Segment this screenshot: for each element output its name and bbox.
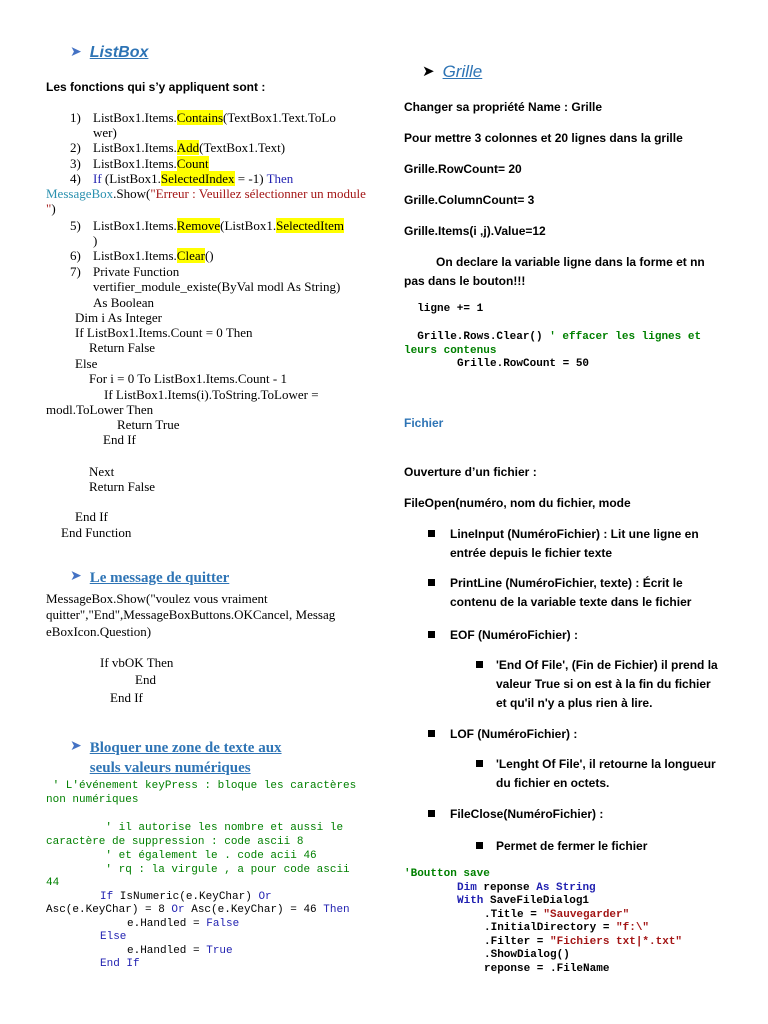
square-bullet-icon — [428, 579, 435, 586]
list-item-text: ListBox1.Items.Contains(TextBox1.Text.ToLo wer) — [93, 110, 336, 141]
grille-text: Grille.ColumnCount= 3 — [404, 193, 535, 207]
code-comment: 'Boutton save — [404, 868, 490, 880]
square-bullet-icon — [476, 760, 483, 767]
code-line: End — [135, 672, 156, 687]
grille-text: pas dans le bouton!!! — [404, 274, 526, 288]
code-line: Dim reponse As String — [457, 882, 596, 894]
code-line: Return False — [89, 479, 156, 494]
code-line: Grille.RowCount = 50 — [457, 358, 590, 370]
list-item: 2) — [70, 140, 81, 155]
code-line: If vbOK Then — [100, 655, 174, 670]
listbox-heading — [70, 44, 148, 62]
code-line: End If — [100, 958, 140, 970]
code-line: End If — [103, 432, 136, 447]
bloquer-title: Bloquer une zone de texte aux seuls valeurs numériques — [89, 740, 282, 776]
code-line: If ListBox1.Items(i).ToString.ToLower = — [104, 387, 319, 402]
text-line: eBoxIcon.Question) — [46, 624, 152, 639]
square-bullet-icon — [428, 631, 435, 638]
code-line: End If — [110, 690, 143, 705]
code-line: .ShowDialog() — [484, 949, 570, 961]
list-item: 7) — [70, 264, 81, 279]
list-item-text-cont: MessageBox.Show("Erreur : Veuillez sélectionner un module ") — [46, 186, 366, 217]
fichier-text: Ouverture d’un fichier : — [404, 465, 537, 479]
code-comment: 44 — [46, 877, 60, 889]
code-line: With SaveFileDialog1 — [457, 895, 590, 907]
arrow-bullet-icon: ➤ — [422, 62, 435, 80]
list-item: 6) — [70, 248, 81, 263]
square-bullet-icon — [476, 661, 483, 668]
list-item: 'End Of File', (Fin de Fichier) il prend la valeur True si on est à la fin du fichier et qu'il n'y a plus rien à lire. — [496, 658, 718, 710]
quitter-heading — [70, 568, 229, 588]
code-line: Return False — [89, 340, 156, 355]
code-comment: ' rq : la virgule , a pour code ascii — [46, 864, 350, 876]
code-line: Grille.Rows.Clear() ' effacer les lignes et — [417, 331, 702, 343]
grille-text: On declare la variable ligne dans la forme et nn — [436, 255, 705, 269]
text-line: quitter","End",MessageBoxButtons.OKCancel, Messag — [46, 607, 336, 622]
fichier-text: FileOpen(numéro, nom du fichier, mode — [404, 496, 631, 510]
bloquer-heading — [70, 738, 282, 778]
code-line: Asc(e.KeyChar) = 8 Or Asc(e.KeyChar) = 46 Then — [46, 904, 350, 916]
square-bullet-icon — [428, 530, 435, 537]
quitter-title: Le message de quitter — [89, 570, 230, 586]
code-line: .InitialDirectory = "f:\" — [484, 922, 650, 934]
code-line: e.Handled = False — [127, 918, 240, 930]
square-bullet-icon — [428, 730, 435, 737]
code-line: Return True — [117, 417, 180, 432]
code-line: Dim i As Integer — [75, 310, 163, 325]
code-line: End If — [75, 509, 108, 524]
list-item: 1) — [70, 110, 81, 125]
arrow-bullet-icon: ➤ — [70, 738, 82, 754]
grille-text: Pour mettre 3 colonnes et 20 lignes dans la grille — [404, 131, 683, 145]
code-line: For i = 0 To ListBox1.Items.Count - 1 — [89, 371, 287, 386]
list-item-text: If (ListBox1.SelectedIndex = -1) Then — [93, 171, 294, 186]
code-line: Else — [75, 356, 98, 371]
grille-text: Grille.Items(i ,j).Value=12 — [404, 224, 546, 238]
code-line: ligne += 1 — [417, 303, 484, 315]
list-item: PrintLine (NuméroFichier, texte) : Écrit le contenu de la variable texte dans le fichier — [450, 576, 692, 609]
code-comment: ' et également le . code acii 46 — [46, 850, 317, 862]
arrow-bullet-icon: ➤ — [70, 568, 82, 584]
code-comment: caractère de suppression : code ascii 8 — [46, 836, 304, 848]
list-item-text: ListBox1.Items.Clear() — [93, 248, 214, 263]
list-item: FileClose(NuméroFichier) : — [450, 807, 604, 821]
code-line: .Filter = "Fichiers txt|*.txt" — [484, 936, 683, 948]
list-item: Permet de fermer le fichier — [496, 839, 648, 853]
listbox-intro: Les fonctions qui s’y appliquent sont : — [46, 80, 266, 94]
list-item-text: ListBox1.Items.Remove(ListBox1.SelectedItem ) — [93, 218, 344, 249]
code-line: e.Handled = True — [127, 945, 233, 957]
code-line: Else — [100, 931, 127, 943]
list-item: 5) — [70, 218, 81, 233]
code-comment: ' L'événement keyPress : bloque les caractères — [46, 780, 357, 792]
square-bullet-icon — [428, 810, 435, 817]
code-line: modl.ToLower Then — [46, 402, 154, 417]
grille-heading — [422, 62, 482, 82]
list-item: LineInput (NuméroFichier) : Lit une ligne en entrée depuis le fichier texte — [450, 527, 699, 560]
grille-text: Grille.RowCount= 20 — [404, 162, 522, 176]
text-line: MessageBox.Show("voulez vous vraiment — [46, 591, 268, 606]
list-item: 4) — [70, 171, 81, 186]
list-item-text: Private Function vertifier_module_existe(ByVal modl As String) As Boolean — [93, 264, 341, 310]
grille-title: Grille — [442, 62, 483, 81]
code-comment: non numériques — [46, 794, 139, 806]
list-item: 3) — [70, 156, 81, 171]
arrow-bullet-icon: ➤ — [70, 44, 82, 60]
code-comment: leurs contenus — [404, 345, 497, 357]
code-line: If ListBox1.Items.Count = 0 Then — [75, 325, 253, 340]
list-item-text: ListBox1.Items.Count — [93, 156, 209, 171]
grille-text: Changer sa propriété Name : Grille — [404, 100, 603, 114]
code-line: reponse = .FileName — [484, 963, 610, 975]
square-bullet-icon — [476, 842, 483, 849]
list-item: 'Lenght Of File', il retourne la longueur du fichier en octets. — [496, 757, 716, 790]
list-item-text: ListBox1.Items.Add(TextBox1.Text) — [93, 140, 286, 155]
list-item: LOF (NuméroFichier) : — [450, 727, 578, 741]
fichier-title: Fichier — [404, 416, 444, 430]
code-line: If IsNumeric(e.KeyChar) Or — [100, 891, 272, 903]
code-line: End Function — [61, 525, 132, 540]
list-item: EOF (NuméroFichier) : — [450, 628, 579, 642]
listbox-title: ListBox — [89, 44, 149, 61]
code-comment: ' il autorise les nombre et aussi le — [46, 822, 344, 834]
code-line: Next — [89, 464, 115, 479]
code-line: .Title = "Sauvegarder" — [484, 909, 630, 921]
